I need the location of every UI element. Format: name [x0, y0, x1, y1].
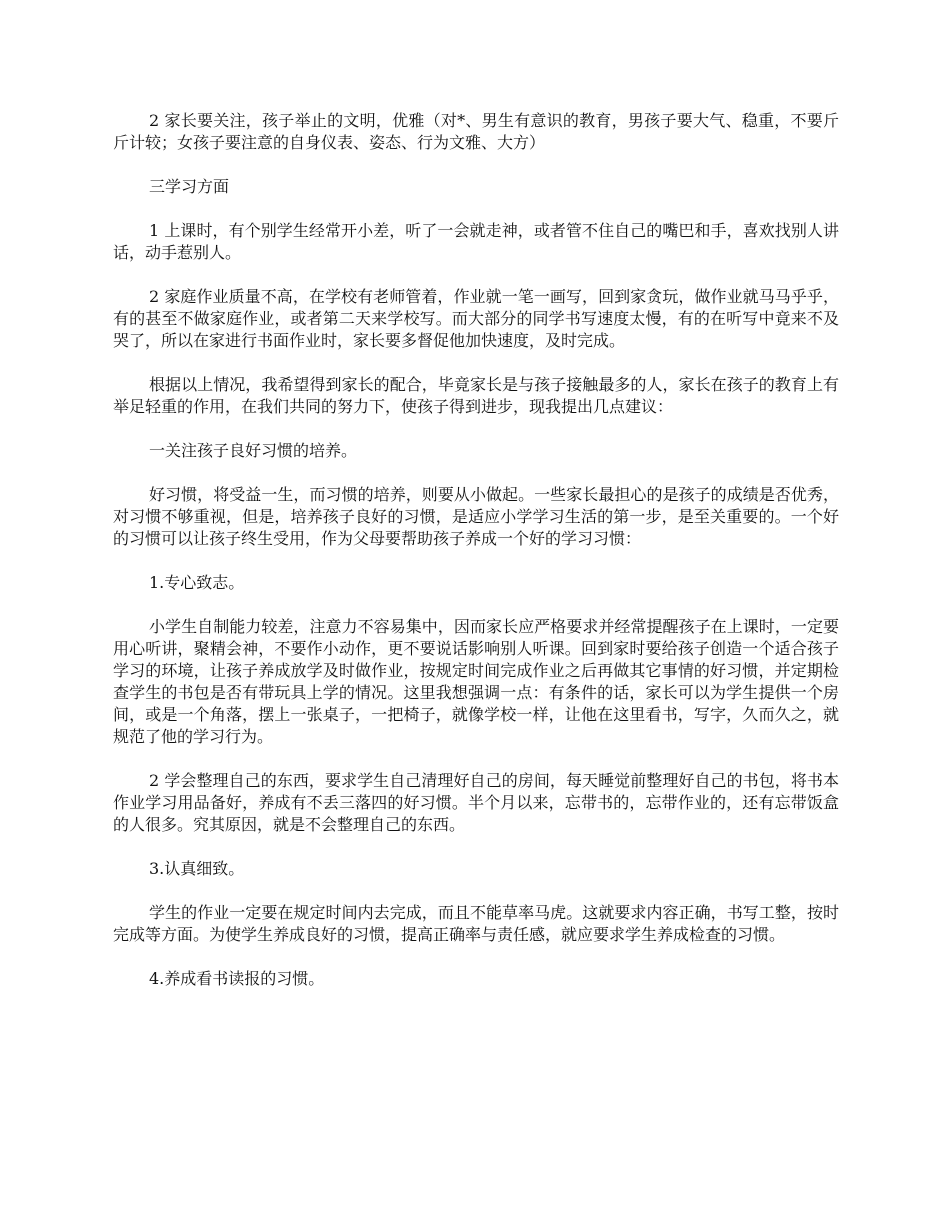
item-heading-careful: 3.认真细致。: [149, 859, 245, 878]
document-body: [113, 110, 839, 1012]
section-heading-study: 三学习方面: [149, 177, 230, 196]
paragraph-10: 2 学会整理自己的东西，要求学生自己清理好自己的房间，每天睡觉前整理好自己的书包，将书本作业学习用品备好，养成有不丢三落四的好习惯。半个月以来，忘带书的，忘带作业的，还有忘带饭盒的人很多。究其原因，就是不会整理自己的东西。: [113, 771, 839, 834]
item-heading-focus: 1.专心致志。: [149, 573, 245, 592]
paragraph-7: 好习惯，将受益一生，而习惯的培养，则要从小做起。一些家长最担心的是孩子的成绩是否优秀，对习惯不够重视，但是，培养孩子良好的习惯，是适应小学学习生活的第一步，是至关重要的。一个好的习惯可以让孩子终生受用，作为父母要帮助孩子养成一个好的学习习惯：: [113, 485, 839, 548]
paragraph-5: 根据以上情况，我希望得到家长的配合，毕竟家长是与孩子接触最多的人，家长在孩子的教育上有举足轻重的作用，在我们共同的努力下，使孩子得到进步，现我提出几点建议：: [113, 375, 839, 416]
paragraph-3: 1 上课时，有个别学生经常开小差，听了一会就走神，或者管不住自己的嘴巴和手，喜欢找别人讲话，动手惹别人。: [113, 221, 839, 262]
paragraph-4: 2 家庭作业质量不高，在学校有老师管着，作业就一笔一画写，回到家贪玩，做作业就马马乎乎，有的甚至不做家庭作业，或者第二天来学校写。而大部分的同学书写速度太慢，有的在听写中竟来不及哭了，所以在家进行书面作业时，家长要多督促他加快速度，及时完成。: [113, 287, 839, 350]
paragraph-9: 小学生自制能力较差，注意力不容易集中，因而家长应严格要求并经常提醒孩子在上课时，一定要用心听讲，聚精会神，不要作小动作，更不要说话影响别人听课。回到家时要给孩子创造一个适合孩子学习的环境，让孩子养成放学及时做作业，按规定时间完成作业之后再做其它事情的好习惯，并定期检查学生的书包是否有带玩具上学的情况。这里我想强调一点：有条件的话，家长可以为学生提供一个房间，或是一个角落，摆上一张桌子，一把椅子，就像学校一样，让他在这里看书，写字，久而久之，就规范了他的学习行为。: [113, 617, 839, 746]
item-heading-reading: 4.养成看书读报的习惯。: [149, 969, 325, 988]
paragraph-12: 学生的作业一定要在规定时间内去完成，而且不能草率马虎。这就要求内容正确，书写工整，按时完成等方面。为使学生养成良好的习惯，提高正确率与责任感，就应要求学生养成检查的习惯。: [113, 903, 839, 944]
section-heading-habits: 一关注孩子良好习惯的培养。: [149, 441, 358, 460]
paragraph-1: 2 家长要关注，孩子举止的文明，优雅（对*、男生有意识的教育，男孩子要大气、稳重，不要斤斤计较；女孩子要注意的自身仪表、姿态、行为文雅、大方）: [113, 111, 839, 152]
